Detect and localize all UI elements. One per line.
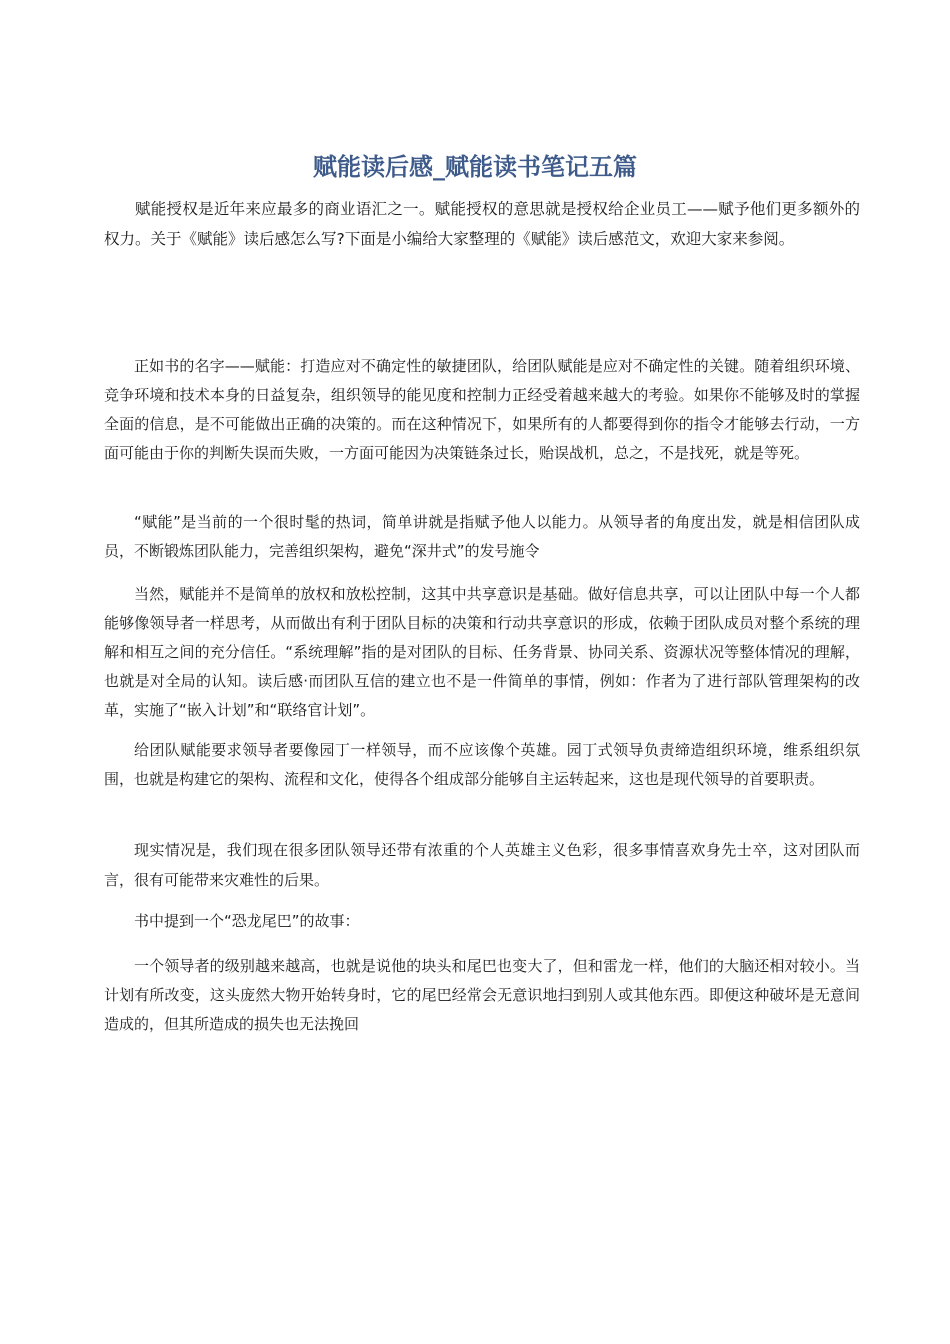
body-paragraph-2: “赋能”是当前的一个很时髦的热词，简单讲就是指赋予他人以能力。从领导者的角度出发，就是相信团队成员，不断锻炼团队能力，完善组织架构，避免“深井式”的发号施令	[104, 513, 861, 560]
body-paragraph-5: 现实情况是，我们现在很多团队领导还带有浓重的个人英雄主义色彩，很多事情喜欢身先士卒，这对团队而言，很有可能带来灾难性的后果。	[104, 841, 860, 889]
body-paragraph-1: 正如书的名字——赋能：打造应对不确定性的敏捷团队，给团队赋能是应对不确定性的关键。随着组织环境、竞争环境和技术本身的日益复杂，组织领导的能见度和控制力正经受着越来越大的考验。如果你不能够及时的掌握全面的信息，是不可能做出正确的决策的。而在这种情况下，如果所有的人都要得到你的指令才能够去行动，一方面可能由于你的判断失误而失败，一方面可能因为决策链条过长，贻误战机，总之，不是找死，就是等死。	[104, 357, 860, 462]
body-paragraph-7: 一个领导者的级别越来越高，也就是说他的块头和尾巴也变大了，但和雷龙一样，他们的大脑还相对较小。当计划有所改变，这头庞然大物开始转身时，它的尾巴经常会无意识地扫到别人或其他东西。即便这种破坏是无意间造成的，但其所造成的损失也无法挽回	[104, 957, 860, 1033]
intro-paragraph: 赋能授权是近年来应最多的商业语汇之一。赋能授权的意思就是授权给企业员工——赋予他们更多额外的权力。关于《赋能》读后感怎么写?下面是小编给大家整理的《赋能》读后感范文，欢迎大家来参阅。	[104, 200, 860, 248]
body-paragraph-3: 当然，赋能并不是简单的放权和放松控制，这其中共享意识是基础。做好信息共享，可以让团队中每一个人都能够像领导者一样思考，从而做出有利于团队目标的决策和行动共享意识的形成，依赖于团队成员对整个系统的理解和相互之间的充分信任。“系统理解”指的是对团队的目标、任务背景、协同关系、资源状况等整体情况的理解，也就是对全局的认知。读后感·而团队互信的建立也不是一件简单的事情，例如：作者为了进行部队管理架构的改革，实施了“嵌入计划”和“联络官计划”。	[104, 585, 860, 719]
page-title: 赋能读后感_赋能读书笔记五篇	[313, 153, 637, 181]
body-paragraph-4: 给团队赋能要求领导者要像园丁一样领导，而不应该像个英雄。园丁式领导负责缔造组织环境，维系组织氛围，也就是构建它的架构、流程和文化，使得各个组成部分能够自主运转起来，这也是现代领导的首要职责。	[104, 741, 860, 788]
body-paragraph-6: 书中提到一个“恐龙尾巴”的故事：	[134, 912, 360, 930]
